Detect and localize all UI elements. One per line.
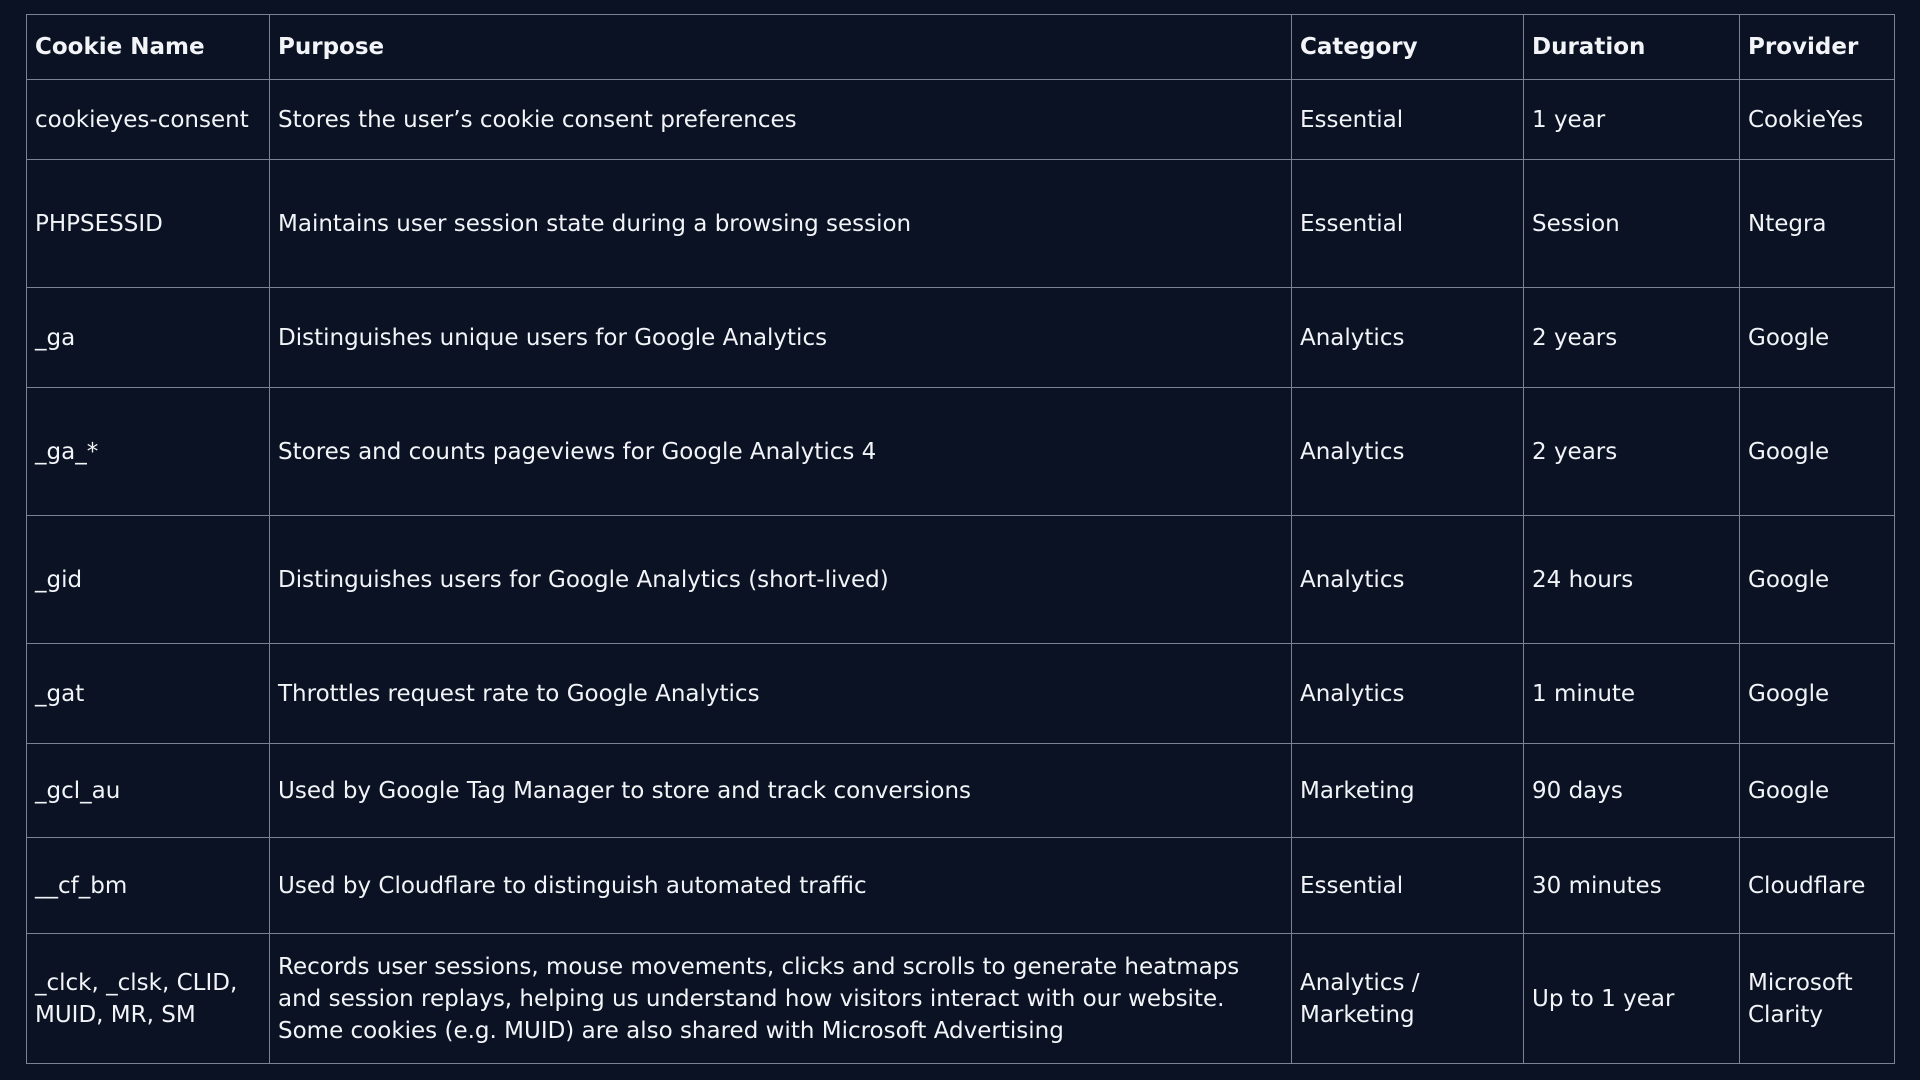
cell-duration: 24 hours <box>1524 516 1740 644</box>
header-category: Category <box>1292 15 1524 80</box>
cell-provider: CookieYes <box>1740 80 1895 160</box>
cell-duration: Session <box>1524 160 1740 288</box>
cell-cookie-name: _ga <box>27 288 270 388</box>
cell-provider: Cloudflare <box>1740 838 1895 934</box>
cell-purpose: Used by Google Tag Manager to store and track conversions <box>270 744 1292 838</box>
table-row <box>27 288 1895 388</box>
cell-cookie-name: _gcl_au <box>27 744 270 838</box>
cell-cookie-name: PHPSESSID <box>27 160 270 288</box>
cell-category: Analytics / Marketing <box>1292 934 1524 1064</box>
table-row <box>27 744 1895 838</box>
cell-purpose: Used by Cloudflare to distinguish automated traffic <box>270 838 1292 934</box>
cell-purpose: Distinguishes unique users for Google Analytics <box>270 288 1292 388</box>
cell-cookie-name: __cf_bm <box>27 838 270 934</box>
cell-purpose: Distinguishes users for Google Analytics (short-lived) <box>270 516 1292 644</box>
cell-category: Essential <box>1292 160 1524 288</box>
cell-purpose: Throttles request rate to Google Analytics <box>270 644 1292 744</box>
cell-duration: 1 year <box>1524 80 1740 160</box>
header-duration: Duration <box>1524 15 1740 80</box>
cell-category: Essential <box>1292 838 1524 934</box>
cell-duration: Up to 1 year <box>1524 934 1740 1064</box>
cell-duration: 2 years <box>1524 288 1740 388</box>
cell-category: Marketing <box>1292 744 1524 838</box>
table-row <box>27 838 1895 934</box>
table-row <box>27 644 1895 744</box>
table-header-row <box>27 15 1895 80</box>
cell-duration: 2 years <box>1524 388 1740 516</box>
cookie-table <box>26 14 1895 1064</box>
table-row <box>27 388 1895 516</box>
cell-category: Essential <box>1292 80 1524 160</box>
header-purpose: Purpose <box>270 15 1292 80</box>
cell-duration: 30 minutes <box>1524 838 1740 934</box>
cell-category: Analytics <box>1292 388 1524 516</box>
header-provider: Provider <box>1740 15 1895 80</box>
cell-provider: Microsoft Clarity <box>1740 934 1895 1064</box>
cell-provider: Google <box>1740 644 1895 744</box>
cell-provider: Google <box>1740 744 1895 838</box>
header-cookie-name: Cookie Name <box>27 15 270 80</box>
cell-purpose: Stores the user’s cookie consent preferences <box>270 80 1292 160</box>
cell-provider: Google <box>1740 516 1895 644</box>
cell-category: Analytics <box>1292 288 1524 388</box>
table-row <box>27 160 1895 288</box>
cell-duration: 1 minute <box>1524 644 1740 744</box>
cell-purpose: Stores and counts pageviews for Google Analytics 4 <box>270 388 1292 516</box>
table-row <box>27 516 1895 644</box>
cell-category: Analytics <box>1292 516 1524 644</box>
cell-cookie-name: _gid <box>27 516 270 644</box>
cell-provider: Google <box>1740 288 1895 388</box>
cell-cookie-name: _gat <box>27 644 270 744</box>
cell-provider: Ntegra <box>1740 160 1895 288</box>
cell-cookie-name: cookieyes-consent <box>27 80 270 160</box>
table-row <box>27 80 1895 160</box>
cell-purpose: Maintains user session state during a browsing session <box>270 160 1292 288</box>
cell-purpose: Records user sessions, mouse movements, clicks and scrolls to generate heatmaps and session replays, helping us understand how visitors interact with our website. Some cookies (e.g. MUID) are also shared with Microsoft Advertising <box>270 934 1292 1064</box>
cell-provider: Google <box>1740 388 1895 516</box>
cell-cookie-name: _ga_* <box>27 388 270 516</box>
cell-duration: 90 days <box>1524 744 1740 838</box>
cell-cookie-name: _clck, _clsk, CLID, MUID, MR, SM <box>27 934 270 1064</box>
cookie-table-container <box>26 14 1894 1064</box>
table-row <box>27 934 1895 1064</box>
cell-category: Analytics <box>1292 644 1524 744</box>
